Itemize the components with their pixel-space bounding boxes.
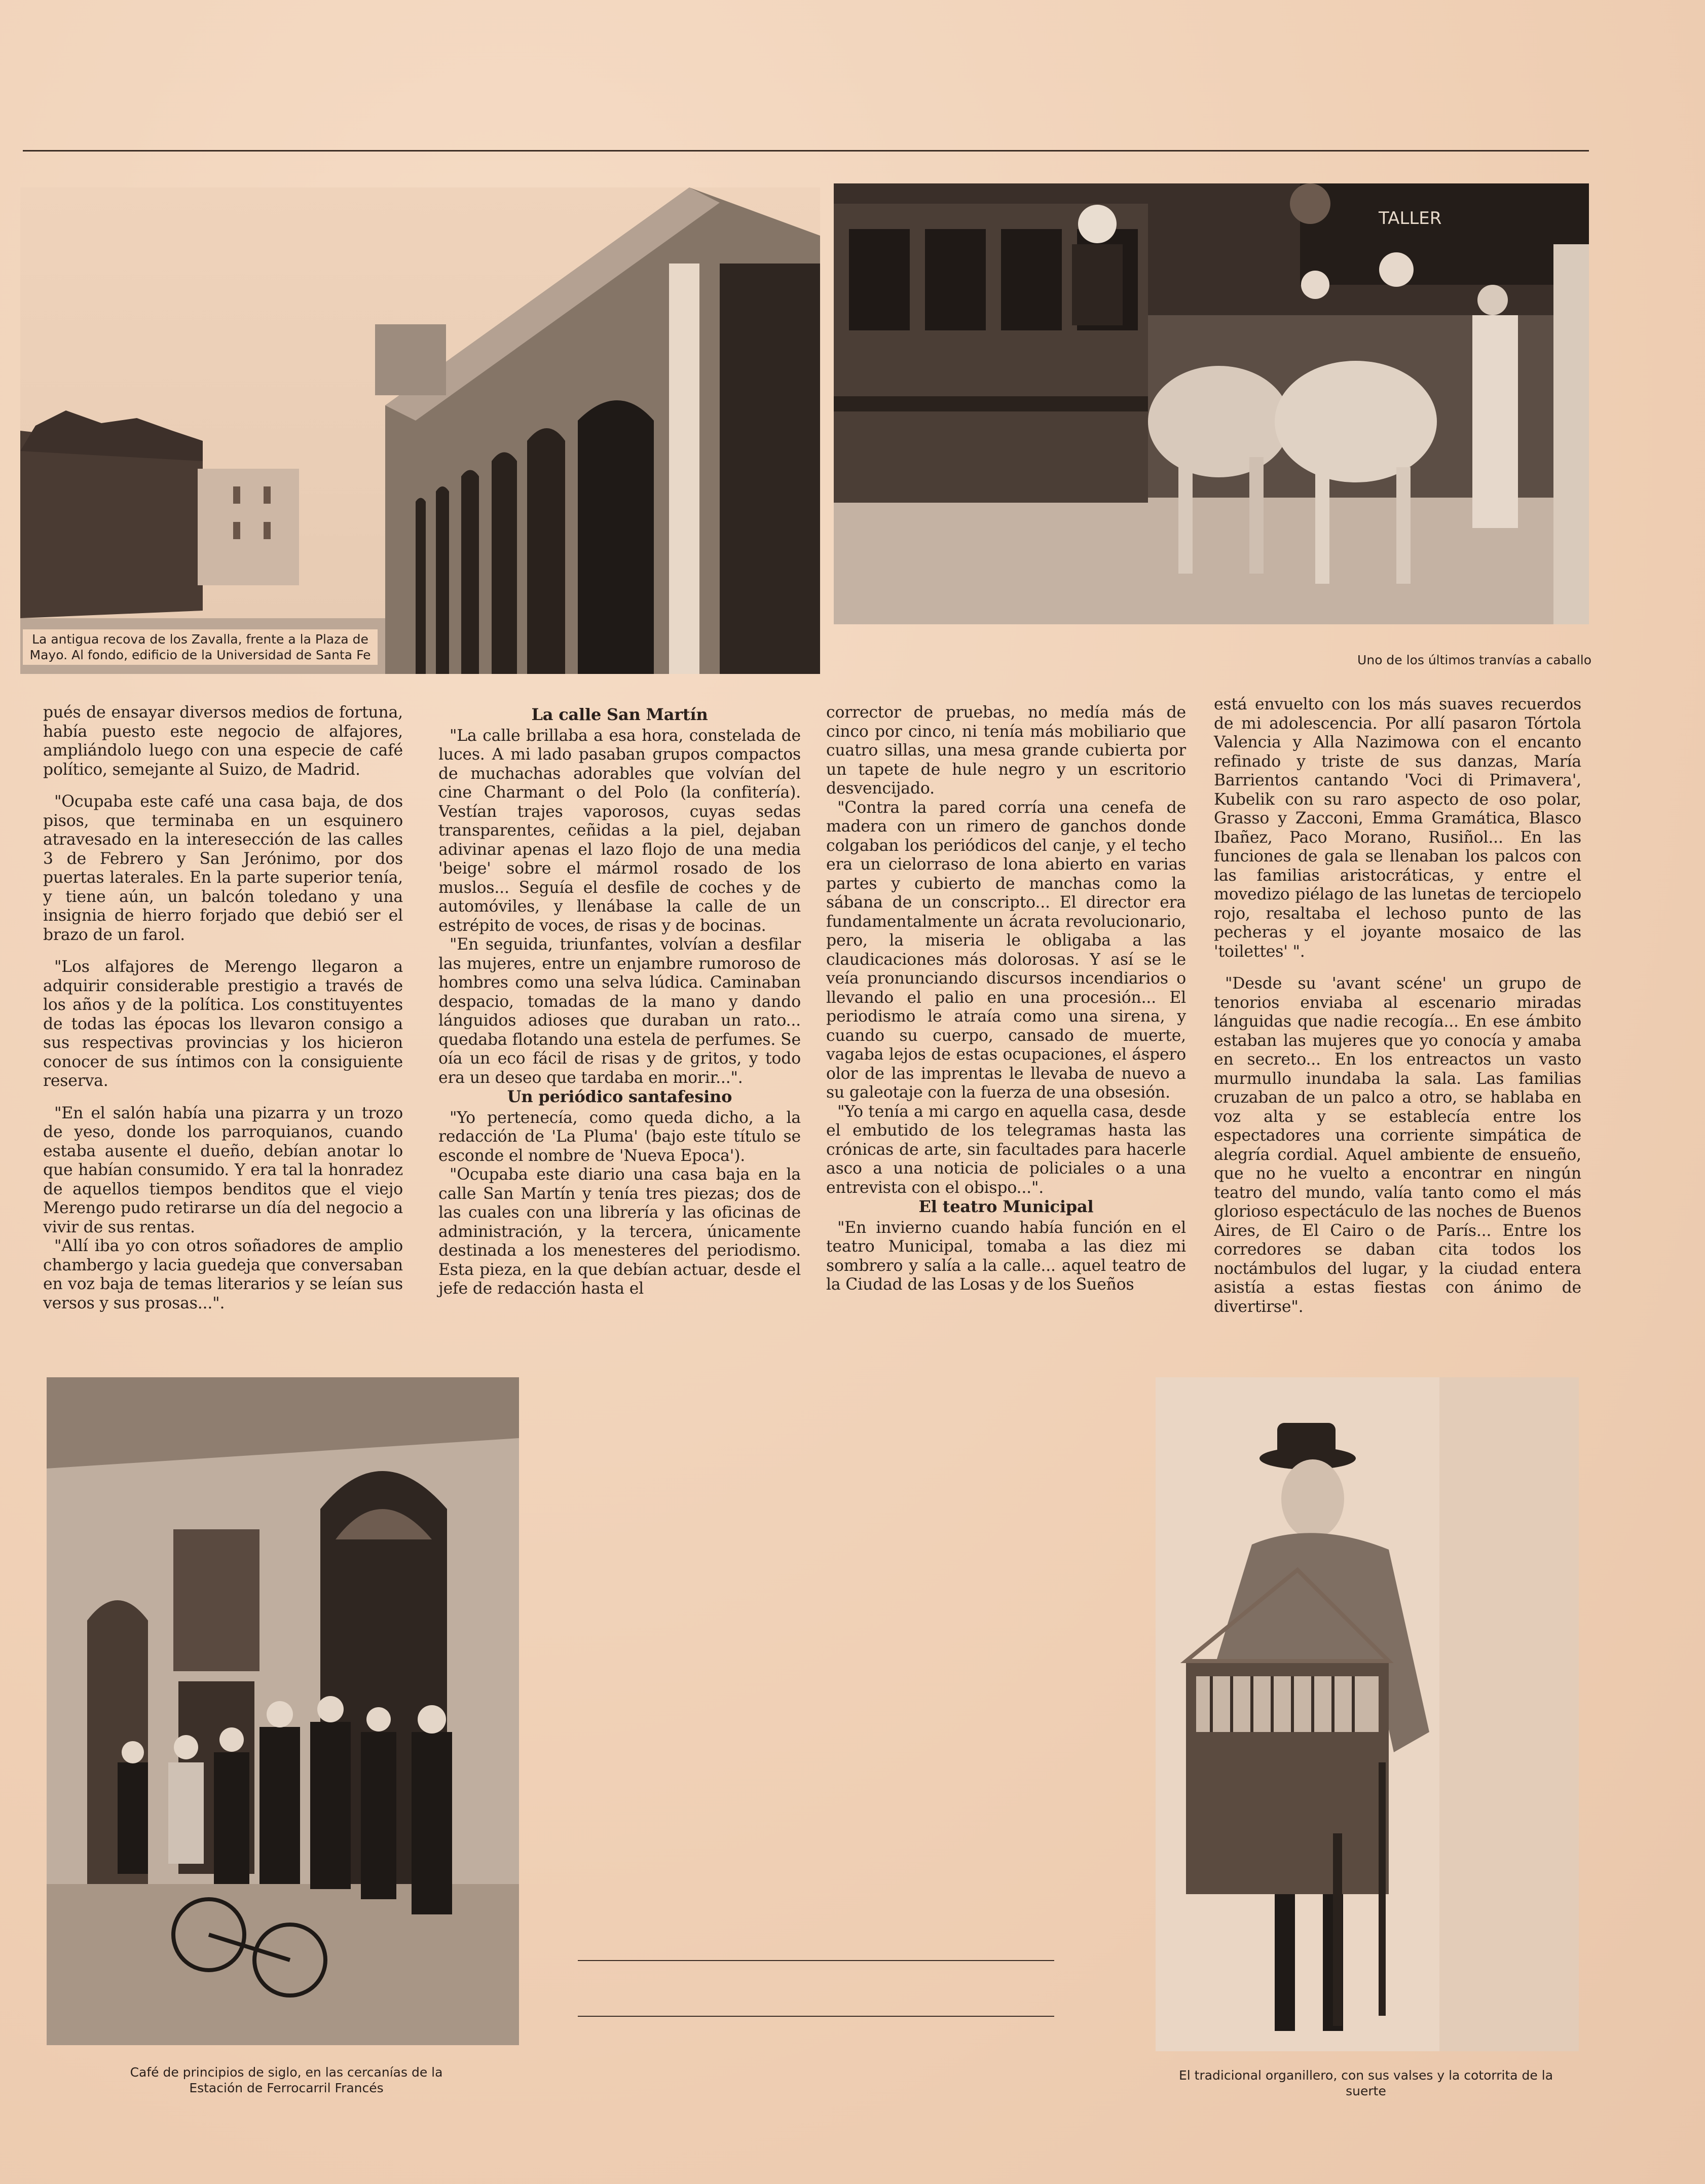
cafe-photo (47, 1377, 519, 2045)
cafe-caption: Café de principios de siglo, en las cercanías de la Estación de Ferrocarril Francés (130, 2065, 443, 2095)
col2-paragraph-4: "Ocupaba este diario una casa baja en la calle San Martín y tenía tres piezas; dos de las cuales con una librería y las oficinas de administración, y la tercera, únicamente destinada a los menesteres del periodismo. Esta pieza, en la que debían actuar, desde el jefe de redacción hasta el (438, 1165, 801, 1298)
col4-paragraph-2: "Desde su 'avant scéne' un grupo de tenorios enviaba al escenario miradas lánguidas que nadie recogía... En ese ámbito estaban las mujeres que yo conocía y amaba en secreto... En los entreactos un vasto murmullo inundaba la sala. Las familias cruzaban de un palco a otro, se hablaba en voz alta y se establecía entre los espectadores una corriente simpática de alegría cordial. Aquel ambiente de ensueño, que no he vuelto a encontrar en ningún teatro del mundo, valía tanto como el más glorioso espectáculo de las noches de Buenos Aires, de El Cairo o de París... Entre los corredores se daban cita todos los noctámbulos del lugar, y la ciudad entera asistía a estas fiestas con ánimo de divertirse". (1214, 974, 1581, 1316)
col4-paragraph-1: está envuelto con los más suaves recuerdos de mi adolescencia. Por allí pasaron Tórtola Valencia y Alla Nazimowa con el encanto refinado y triste de sus danzas, María Barrientos cantando 'Voci di Primavera', Kubelik con su raro aspecto de oso polar, Grasso y Zacconi, Emma Gramática, Blasco Ibañez, Paco Morano, Rusiñol... En las funciones de gala se llenaban los palcos con las familias aristocráticas, y entre el movedizo piélago de las lunetas de terciopelo rojo, resaltaba el lechoso punto de las pecheras y el joyante mosaico de las 'toilettes' ". (1214, 695, 1581, 961)
column-2 (438, 705, 801, 1299)
top-rule (23, 150, 1589, 152)
col1-paragraph-1: pués de ensayar diversos medios de fortuna, había puesto este negocio de alfajores, ampliándolo luego con una especie de café político, semejante al Suizo, de Madrid. (43, 703, 403, 779)
column-3 (826, 703, 1186, 1295)
col1-paragraph-4: "En el salón había una pizarra y un trozo de yeso, donde los parroquianos, cuando estaba ausente el dueño, debían anotar lo que habían consumido. Y era tal la honradez de aquellos tiempos benditos que el viejo Merengo pudo retirarse un día del negocio a vivir de sus rentas. (43, 1104, 403, 1236)
section-heading-periodico: Un periódico santafesino (507, 1087, 732, 1106)
recova-image (20, 187, 820, 674)
blank-rule-2 (578, 2016, 1054, 2017)
col2-paragraph-1: "La calle brillaba a esa hora, constelada de luces. A mi lado pasaban grupos compactos de muchachas adorables que volvían del cine Charmant o del Polo (la confitería). Vestían trajes vaporosos, cuyas sedas transparentes, ceñidas a la piel, dejaban adivinar apenas el lazo flojo de una media 'beige' sobre el mármol rosado de los muslos... Seguía el desfile de coches y de automóviles, y llenábase la calle de un estrépito de voces, de risas y de bocinas. (438, 726, 801, 935)
section-heading-teatro-municipal: El teatro Municipal (918, 1197, 1094, 1216)
col2-paragraph-2: "En seguida, triunfantes, volvían a desfilar las mujeres, entre un enjambre rumoroso de hombres como una selva lúdica. Caminaban despacio, tomadas de la mano y dando lánguidos adioses que duraban un rato... quedaba flotando una estela de perfumes. Se oía un eco fácil de risas y de gritos, y todo era un deseo que tardaba en morir...". (438, 935, 801, 1087)
organillero-photo (1156, 1377, 1579, 2051)
tranvia-caption: Uno de los últimos tranvías a caballo (1357, 653, 1591, 667)
tranvia-photo (834, 183, 1589, 624)
col1-paragraph-5: "Allí iba yo con otros soñadores de amplio chambergo y lacia guedeja que conversaban en voz baja de temas literarios y se leían sus versos y sus prosas...". (43, 1237, 403, 1312)
col3-paragraph-4: "En invierno cuando había función en el teatro Municipal, tomaba a las diez mi sombrero y salía a la calle... aquel teatro de la Ciudad de las Losas y de los Sueños (826, 1218, 1186, 1294)
column-1 (43, 703, 403, 1326)
col3-paragraph-1: corrector de pruebas, no medía más de cinco por cinco, ni tenía más mobiliario que cuatro sillas, una mesa grande cubierta por un tapete de hule negro y un escritorio desvencijado. (826, 703, 1186, 798)
cafe-image (47, 1377, 519, 2045)
tranvia-sign-text: TALLER (1379, 208, 1442, 229)
section-heading-calle-san-martin: La calle San Martín (531, 705, 708, 724)
col1-paragraph-2: "Ocupaba este café una casa baja, de dos pisos, que terminaba en un esquinero atravesado en la interesección de las calles 3 de Febrero y San Jerónimo, por dos puertas laterales. En la parte superior tenía, y tiene aún, un balcón toledano y una insignia de hierro forjado que debió ser el brazo de un farol. (43, 793, 403, 944)
recova-caption: La antigua recova de los Zavalla, frente a la Plaza de Mayo. Al fondo, edificio de la Universidad de Santa Fe (23, 629, 378, 665)
col2-paragraph-3: "Yo pertenecía, como queda dicho, a la redacción de 'La Pluma' (bajo este título se esconde el nombre de 'Nueva Epoca'). (438, 1108, 801, 1165)
blank-rule-1 (578, 1960, 1054, 1961)
tranvia-image (834, 183, 1589, 624)
organillero-caption: El tradicional organillero, con sus valses y la cotorrita de la suerte (1178, 2068, 1553, 2098)
col1-paragraph-3: "Los alfajores de Merengo llegaron a adquirir considerable prestigio a través de los años y de la política. Los constituyentes de todas las épocas los llevaron consigo a sus respectivas provincias y los hicieron conocer de sus íntimos con la consiguiente reserva. (43, 958, 403, 1090)
recova-photo (20, 187, 820, 674)
organillero-image (1156, 1377, 1579, 2051)
col3-paragraph-3: "Yo tenía a mi cargo en aquella casa, desde el embutido de los telegramas hasta las crónicas de arte, sin facultades para hacerle asco a una noticia de policiales o a una entrevista con el obispo...". (826, 1102, 1186, 1197)
col3-paragraph-2: "Contra la pared corría una cenefa de madera con un rimero de ganchos donde colgaban los periódicos del canje, y el techo era un cielorraso de lona abierto en varias partes y cubierto de manchas como la sábana de un conscripto... El director era fundamentalmente un ácrata revolucionario, pero, la miseria le obligaba a las claudicaciones más dolorosas. Y así se le veía pronunciando discursos incendiarios o llevando el palio en una procesión... El periodismo le atraía como una sirena, y cuando su cuerpo, cansado de muerte, vagaba lejos de estas ocupaciones, el áspero olor de las imprentas le llevaba de nuevo a su galeotaje con la fuerza de una obsesión. (826, 798, 1186, 1102)
column-4 (1214, 695, 1581, 1330)
